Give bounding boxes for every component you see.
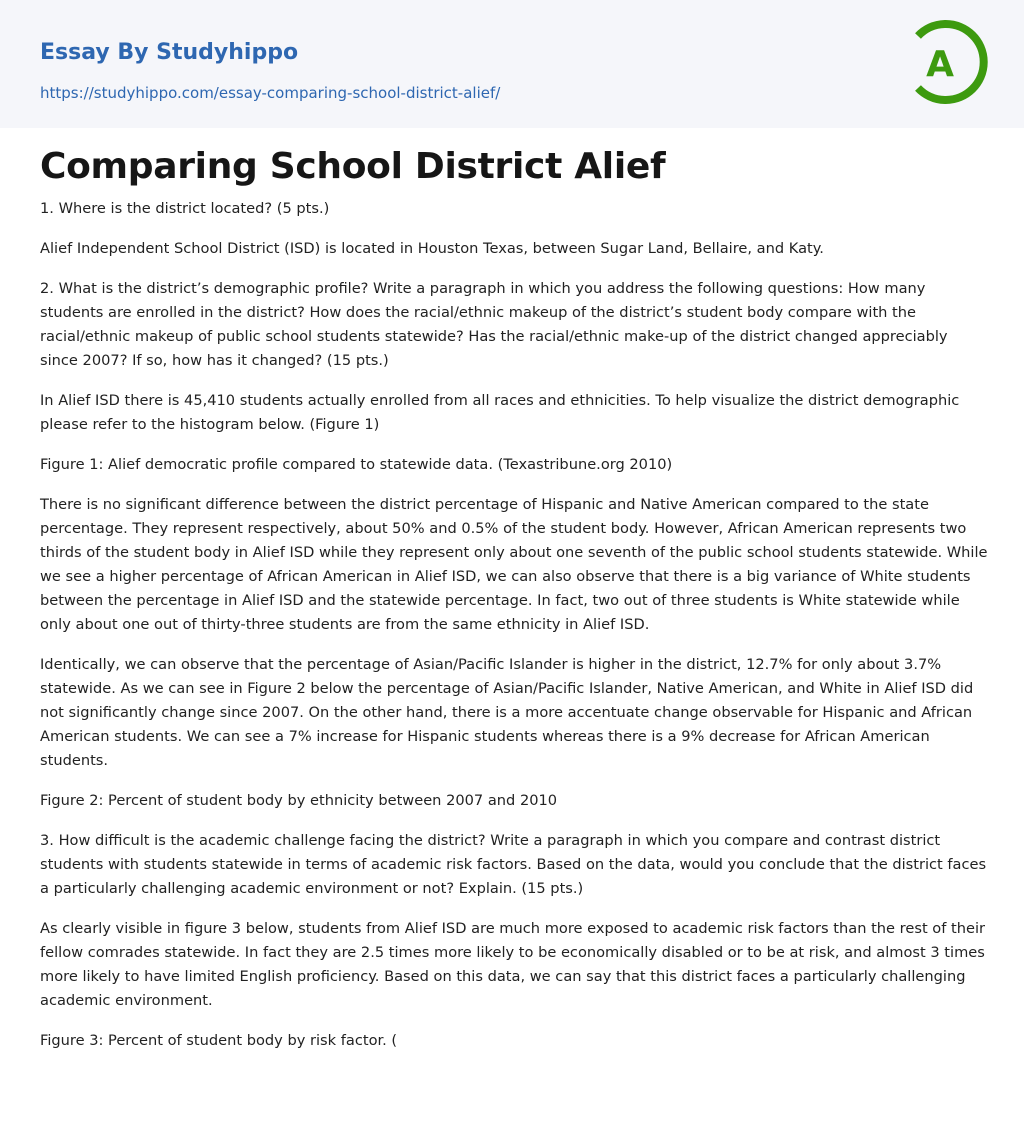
answer-3-paragraph: As clearly visible in figure 3 below, students from Alief ISD are much more exposed to academic risk factors than the rest of their fellow comrades statewide. In fact they are 2.5 times more likely to be economically disabled or to be at risk, and almost 3 times more likely to have limited English proficiency. Based on this data, we can say that this district faces a particularly challenging academic environment. <box>40 920 986 1009</box>
answer-2-paragraph: Identically, we can observe that the percentage of Asian/Pacific Islander is higher in the district, 12.7% for only about 3.7% statewide. As we can see in Figure 2 below the percentage of Asian/Pacific Islander, Native American, and White in Alief ISD did not significantly change since 2007. On the other hand, there is a more accentuate change observable for Hispanic and African American students. We can see a 7% increase for Hispanic students whereas there is a 9% decrease for African American students. <box>40 656 974 769</box>
question-1: 1. Where is the district located? (5 pts.) <box>40 200 330 217</box>
answer-1: Alief Independent School District (ISD) is located in Houston Texas, between Sugar Land, Bellaire, and Katy. <box>40 240 824 257</box>
brand-name[interactable]: Essay By Studyhippo <box>40 40 299 65</box>
figure-2-caption: Figure 2: Percent of student body by ethnicity between 2007 and 2010 <box>40 792 558 809</box>
site-header <box>0 0 1024 128</box>
figure-3-caption: Figure 3: Percent of student body by risk factor. ( <box>40 1032 398 1049</box>
essay-url-link[interactable]: https://studyhippo.com/essay-comparing-school-district-alief/ <box>40 84 501 102</box>
answer-2-paragraph: There is no significant difference between the district percentage of Hispanic and Native American compared to the state percentage. They represent respectively, about 50% and 0.5% of the student body. However, African American represents two thirds of the student body in Alief ISD while they represent only about one seventh of the public school students statewide. While we see a higher percentage of African American in Alief ISD, we can also observe that there is a big variance of White students between the percentage in Alief ISD and the statewide percentage. In fact, two out of three students is White statewide while only about one out of thirty-three students are from the same ethnicity in Alief ISD. <box>40 496 988 633</box>
figure-1-caption: Figure 1: Alief democratic profile compared to statewide data. (Texastribune.org 2010) <box>40 456 673 473</box>
question-3: 3. How difficult is the academic challenge facing the district? Write a paragraph in which you compare and contrast district students with students statewide in terms of academic risk factors. Based on the data, would you conclude that the district faces a particularly challenging academic environment or not? Explain. (15 pts.) <box>40 832 987 897</box>
essay-body <box>40 197 988 1069</box>
question-2: 2. What is the district’s demographic profile? Write a paragraph in which you address the following questions: How many students are enrolled in the district? How does the racial/ethnic makeup of the district’s student body compare with the racial/ethnic makeup of public school students statewide? Has the racial/ethnic make-up of the district changed appreciably since 2007? If so, how has it changed? (15 pts.) <box>40 280 948 369</box>
page-title: Comparing School District Alief <box>40 146 666 187</box>
answer-2-paragraph: In Alief ISD there is 45,410 students actually enrolled from all races and ethnicities. To help visualize the district demographic please refer to the histogram below. (Figure 1) <box>40 392 960 433</box>
studyhippo-logo-icon[interactable] <box>906 18 990 106</box>
svg-text:A: A <box>926 44 954 85</box>
